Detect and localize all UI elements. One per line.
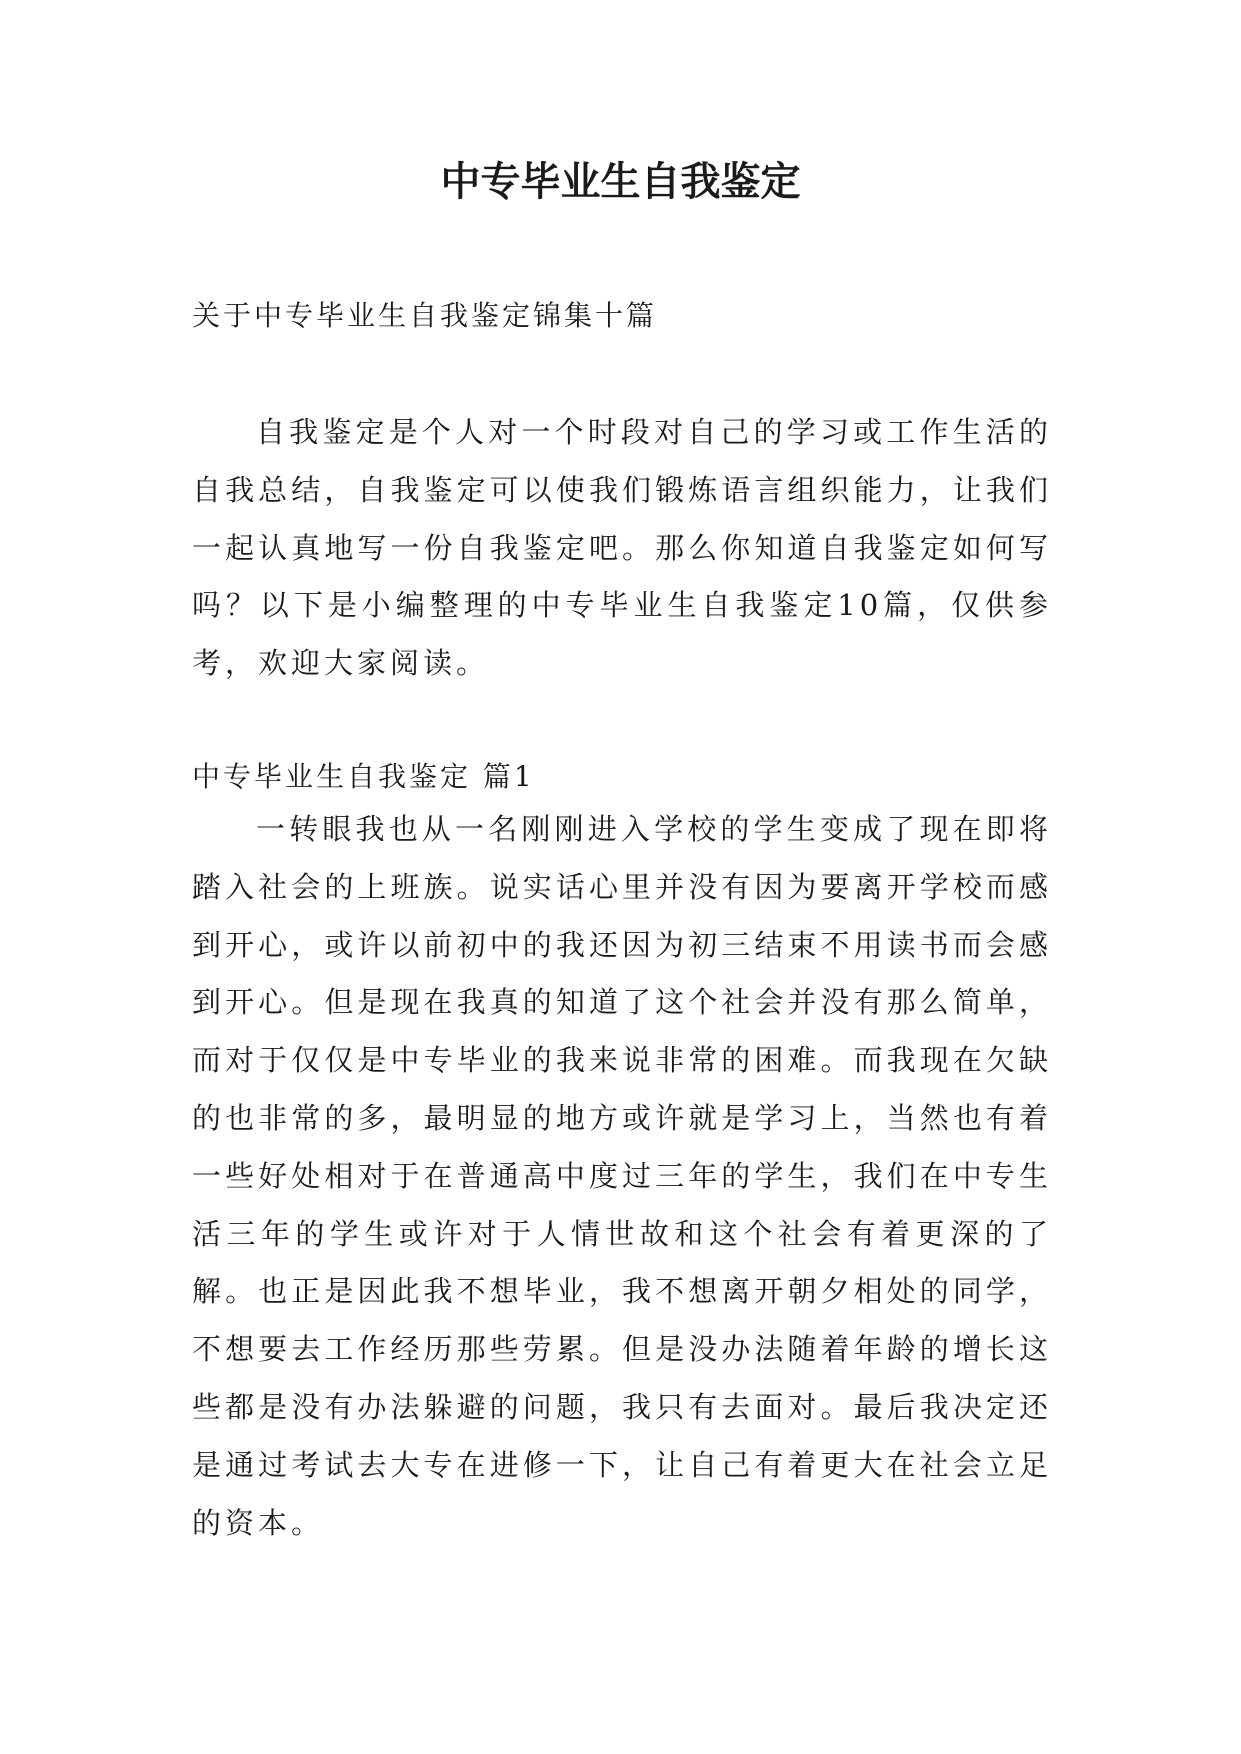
document-subtitle: 关于中专毕业生自我鉴定锦集十篇 (192, 299, 658, 332)
essay-heading: 中专毕业生自我鉴定 篇1 (192, 760, 535, 793)
document-title: 中专毕业生自我鉴定 (440, 158, 801, 205)
intro-paragraph: 自我鉴定是个人对一个时段对自己的学习或工作生活的自我总结，自我鉴定可以使我们锻炼语言组织能力，让我们一起认真地写一份自我鉴定吧。那么你知道自我鉴定如何写吗？以下是小编整理的中专毕业生自我鉴定10篇，仅供参考，欢迎大家阅读。 (192, 415, 1052, 681)
essay-paragraph: 一转眼我也从一名刚刚进入学校的学生变成了现在即将踏入社会的上班族。说实话心里并没有因为要离开学校而感到开心，或许以前初中的我还因为初三结束不用读书而会感到开心。但是现在我真的知道了这个社会并没有那么简单，而对于仅仅是中专毕业的我来说非常的困难。而我现在欠缺的也非常的多，最明显的地方或许就是学习上，当然也有着一些好处相对于在普通高中度过三年的学生，我们在中专生活三年的学生或许对于人情世故和这个社会有着更深的了解。也正是因此我不想毕业，我不想离开朝夕相处的同学，不想要去工作经历那些劳累。但是没办法随着年龄的增长这些都是没有办法躲避的问题，我只有去面对。最后我决定还是通过考试去大专在进修一下，让自己有着更大在社会立足的资本。 (192, 812, 1052, 1540)
